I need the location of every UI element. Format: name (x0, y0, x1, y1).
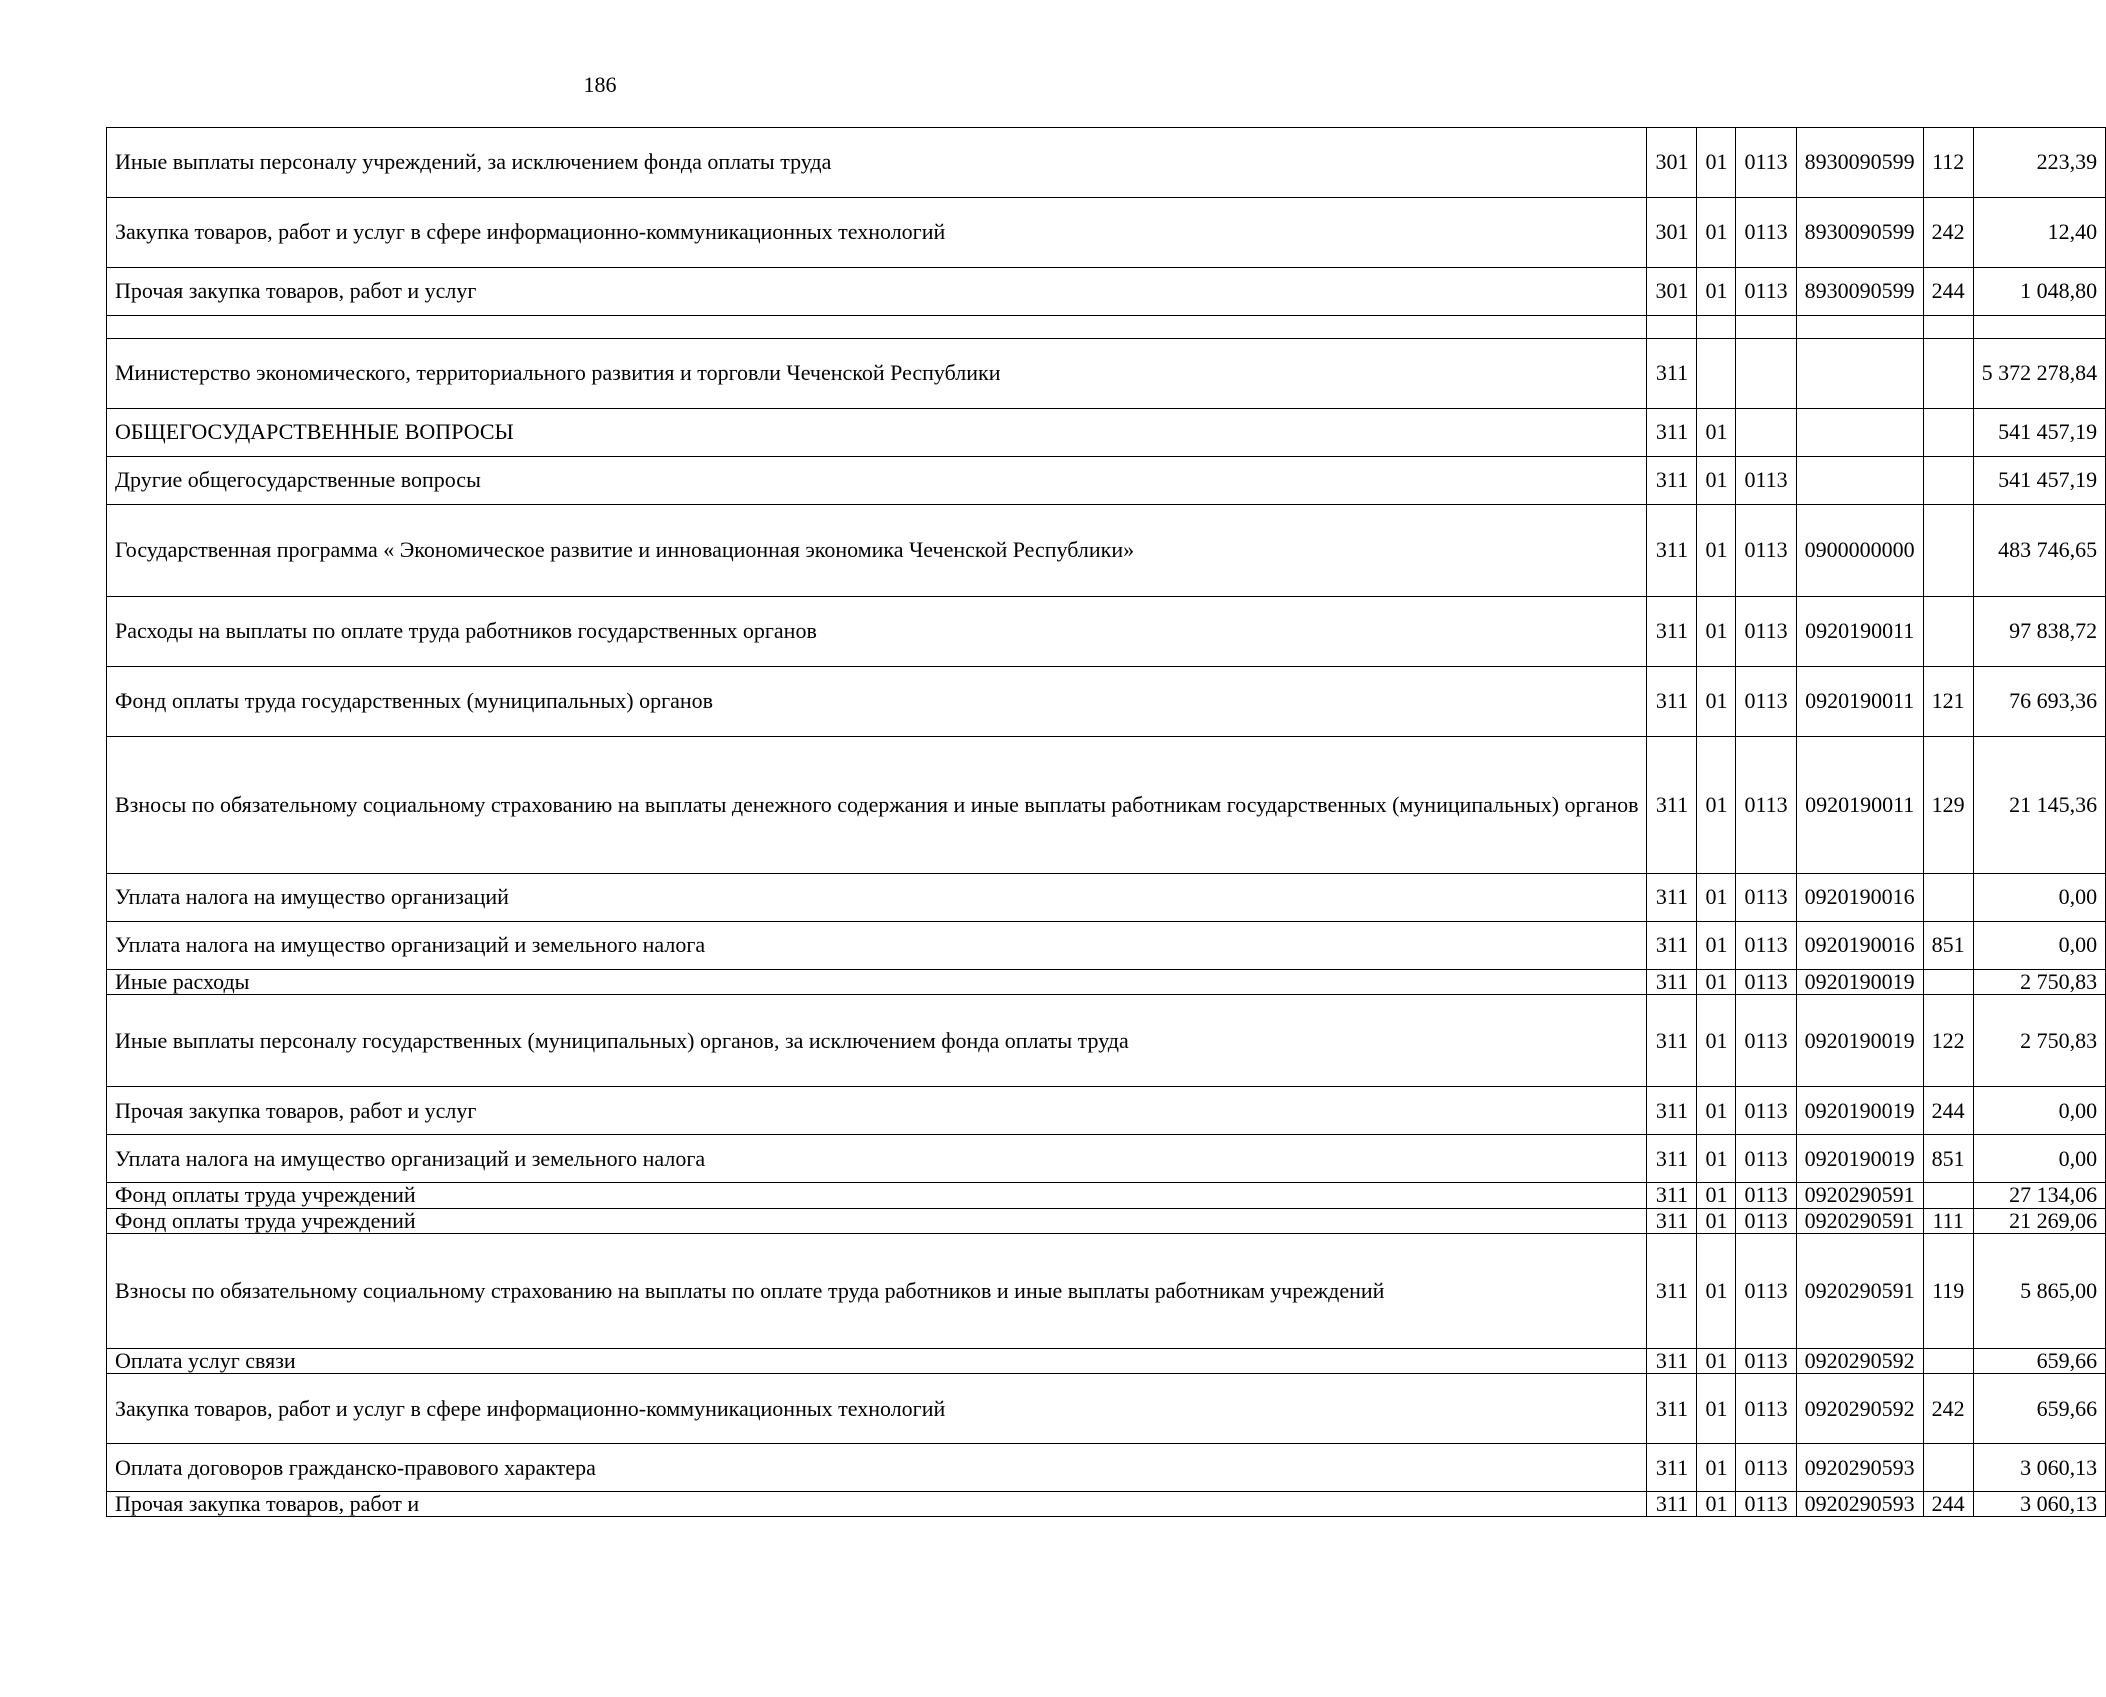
cell-name: Взносы по обязательному социальному страхованию на выплаты денежного содержания и иные выплаты работникам государственных (муниципальных) органов (107, 737, 1647, 874)
cell-pr: 0113 (1736, 198, 1796, 268)
cell-pr: 0113 (1736, 597, 1796, 667)
table-row (107, 1183, 2106, 1208)
cell-name: ОБЩЕГОСУДАРСТВЕННЫЕ ВОПРОСЫ (107, 409, 1647, 457)
cell-rz: 01 (1697, 995, 1736, 1087)
cell-rz: 01 (1697, 128, 1736, 198)
cell-pr: 0113 (1736, 874, 1796, 922)
budget-table (106, 127, 2106, 1517)
cell-pr (1736, 339, 1796, 409)
cell-vr (1923, 1183, 1973, 1208)
cell-csr: 0900000000 (1796, 505, 1923, 597)
cell-pr: 0113 (1736, 128, 1796, 198)
cell-csr: 0920190011 (1796, 737, 1923, 874)
cell-csr: 0920190011 (1796, 597, 1923, 667)
cell-name: Фонд оплаты труда учреждений (107, 1208, 1647, 1233)
budget-table-body (107, 128, 2106, 1517)
cell-sum: 5 865,00 (1973, 1233, 2106, 1348)
cell-rz: 01 (1697, 409, 1736, 457)
cell-csr: 0920190011 (1796, 667, 1923, 737)
cell-rz: 01 (1697, 268, 1736, 316)
cell-sum: 5 372 278,84 (1973, 339, 2106, 409)
cell-ved: 311 (1647, 1135, 1697, 1183)
cell-rz: 01 (1697, 922, 1736, 970)
cell-sum: 0,00 (1973, 922, 2106, 970)
cell-rz: 01 (1697, 1208, 1736, 1233)
cell-ved: 311 (1647, 922, 1697, 970)
cell-name: Министерство экономического, территориального развития и торговли Чеченской Республики (107, 339, 1647, 409)
cell-name: Иные выплаты персоналу учреждений, за исключением фонда оплаты труда (107, 128, 1647, 198)
cell-sum: 2 750,83 (1973, 970, 2106, 995)
cell-sum: 0,00 (1973, 1087, 2106, 1135)
table-row (107, 922, 2106, 970)
cell-name: Закупка товаров, работ и услуг в сфере информационно-коммуникационных технологий (107, 1374, 1647, 1444)
cell-vr: 119 (1923, 1233, 1973, 1348)
cell-name: Уплата налога на имущество организаций (107, 874, 1647, 922)
cell-pr: 0113 (1736, 1233, 1796, 1348)
cell-sum: 483 746,65 (1973, 505, 2106, 597)
empty-cell (1736, 316, 1796, 339)
cell-sum: 659,66 (1973, 1348, 2106, 1373)
cell-vr: 242 (1923, 198, 1973, 268)
table-row (107, 409, 2106, 457)
cell-sum: 3 060,13 (1973, 1492, 2106, 1517)
table-row (107, 1135, 2106, 1183)
table-row (107, 737, 2106, 874)
cell-vr: 129 (1923, 737, 1973, 874)
cell-ved: 311 (1647, 874, 1697, 922)
table-row (107, 1374, 2106, 1444)
cell-ved: 301 (1647, 198, 1697, 268)
table-row (107, 505, 2106, 597)
cell-sum: 0,00 (1973, 874, 2106, 922)
cell-pr: 0113 (1736, 995, 1796, 1087)
cell-vr (1923, 1348, 1973, 1373)
table-row (107, 1233, 2106, 1348)
cell-name: Закупка товаров, работ и услуг в сфере информационно-коммуникационных технологий (107, 198, 1647, 268)
cell-ved: 311 (1647, 1444, 1697, 1492)
cell-vr: 122 (1923, 995, 1973, 1087)
table-row (107, 1087, 2106, 1135)
cell-pr: 0113 (1736, 667, 1796, 737)
cell-pr: 0113 (1736, 1348, 1796, 1373)
cell-pr (1736, 409, 1796, 457)
empty-cell (1697, 316, 1736, 339)
cell-pr: 0113 (1736, 1135, 1796, 1183)
cell-ved: 311 (1647, 995, 1697, 1087)
cell-vr (1923, 1444, 1973, 1492)
cell-vr: 121 (1923, 667, 1973, 737)
cell-sum: 1 048,80 (1973, 268, 2106, 316)
cell-sum: 27 134,06 (1973, 1183, 2106, 1208)
cell-vr: 851 (1923, 1135, 1973, 1183)
cell-name: Фонд оплаты труда учреждений (107, 1183, 1647, 1208)
table-row (107, 970, 2106, 995)
cell-rz: 01 (1697, 970, 1736, 995)
cell-rz: 01 (1697, 1087, 1736, 1135)
cell-sum: 21 145,36 (1973, 737, 2106, 874)
cell-csr (1796, 457, 1923, 505)
cell-csr: 0920290591 (1796, 1233, 1923, 1348)
cell-rz: 01 (1697, 1444, 1736, 1492)
cell-rz: 01 (1697, 505, 1736, 597)
table-row (107, 597, 2106, 667)
cell-pr: 0113 (1736, 1183, 1796, 1208)
table-row (107, 268, 2106, 316)
cell-csr: 0920190016 (1796, 922, 1923, 970)
table-row (107, 1492, 2106, 1517)
cell-ved: 311 (1647, 970, 1697, 995)
cell-csr: 0920190019 (1796, 1087, 1923, 1135)
cell-rz: 01 (1697, 1233, 1736, 1348)
cell-name: Иные выплаты персоналу государственных (муниципальных) органов, за исключением фонда оплаты труда (107, 995, 1647, 1087)
cell-pr: 0113 (1736, 737, 1796, 874)
cell-rz: 01 (1697, 1183, 1736, 1208)
cell-vr (1923, 970, 1973, 995)
cell-vr (1923, 597, 1973, 667)
cell-name: Уплата налога на имущество организаций и земельного налога (107, 1135, 1647, 1183)
cell-sum: 3 060,13 (1973, 1444, 2106, 1492)
cell-name: Прочая закупка товаров, работ и услуг (107, 1087, 1647, 1135)
cell-name: Оплата договоров гражданско-правового характера (107, 1444, 1647, 1492)
cell-sum: 223,39 (1973, 128, 2106, 198)
cell-sum: 659,66 (1973, 1374, 2106, 1444)
cell-vr: 244 (1923, 268, 1973, 316)
table-row (107, 1444, 2106, 1492)
empty-cell (1647, 316, 1697, 339)
cell-ved: 311 (1647, 1348, 1697, 1373)
cell-rz: 01 (1697, 737, 1736, 874)
cell-ved: 311 (1647, 737, 1697, 874)
page-number: 186 (583, 72, 617, 97)
cell-rz: 01 (1697, 597, 1736, 667)
cell-csr: 0920190019 (1796, 970, 1923, 995)
cell-sum: 541 457,19 (1973, 409, 2106, 457)
cell-rz: 01 (1697, 1492, 1736, 1517)
cell-csr: 0920290591 (1796, 1208, 1923, 1233)
cell-sum: 21 269,06 (1973, 1208, 2106, 1233)
cell-ved: 311 (1647, 505, 1697, 597)
cell-name: Фонд оплаты труда государственных (муниципальных) органов (107, 667, 1647, 737)
cell-sum: 0,00 (1973, 1135, 2106, 1183)
cell-rz: 01 (1697, 457, 1736, 505)
cell-csr: 0920290592 (1796, 1374, 1923, 1444)
cell-ved: 311 (1647, 1183, 1697, 1208)
cell-csr: 0920190019 (1796, 995, 1923, 1087)
cell-ved: 311 (1647, 1374, 1697, 1444)
table-row (107, 1208, 2106, 1233)
cell-name: Прочая закупка товаров, работ и услуг (107, 268, 1647, 316)
cell-pr: 0113 (1736, 922, 1796, 970)
cell-name: Уплата налога на имущество организаций и земельного налога (107, 922, 1647, 970)
spacer-row (107, 316, 2106, 339)
cell-sum: 97 838,72 (1973, 597, 2106, 667)
cell-csr: 0920190016 (1796, 874, 1923, 922)
empty-cell (1973, 316, 2106, 339)
cell-pr: 0113 (1736, 970, 1796, 995)
cell-vr (1923, 874, 1973, 922)
cell-pr: 0113 (1736, 268, 1796, 316)
cell-vr: 111 (1923, 1208, 1973, 1233)
cell-ved: 311 (1647, 597, 1697, 667)
cell-csr: 0920290593 (1796, 1444, 1923, 1492)
table-row (107, 874, 2106, 922)
cell-csr (1796, 409, 1923, 457)
cell-name: Прочая закупка товаров, работ и (107, 1492, 1647, 1517)
table-row (107, 339, 2106, 409)
cell-ved: 311 (1647, 1492, 1697, 1517)
cell-vr (1923, 409, 1973, 457)
cell-ved: 311 (1647, 457, 1697, 505)
empty-cell (1923, 316, 1973, 339)
table-row (107, 128, 2106, 198)
cell-vr (1923, 505, 1973, 597)
cell-csr: 8930090599 (1796, 128, 1923, 198)
table-row (107, 198, 2106, 268)
table-row (107, 457, 2106, 505)
cell-rz: 01 (1697, 1135, 1736, 1183)
cell-pr: 0113 (1736, 1492, 1796, 1517)
cell-vr: 244 (1923, 1087, 1973, 1135)
cell-name: Иные расходы (107, 970, 1647, 995)
cell-ved: 311 (1647, 339, 1697, 409)
cell-vr (1923, 457, 1973, 505)
cell-pr: 0113 (1736, 1208, 1796, 1233)
cell-rz: 01 (1697, 667, 1736, 737)
table-row (107, 995, 2106, 1087)
cell-vr: 851 (1923, 922, 1973, 970)
cell-rz: 01 (1697, 198, 1736, 268)
cell-name: Государственная программа « Экономическое развитие и инновационная экономика Чеченской Республики» (107, 505, 1647, 597)
cell-sum: 2 750,83 (1973, 995, 2106, 1087)
cell-ved: 311 (1647, 1208, 1697, 1233)
cell-sum: 541 457,19 (1973, 457, 2106, 505)
cell-name: Взносы по обязательному социальному страхованию на выплаты по оплате труда работников и иные выплаты работникам учреждений (107, 1233, 1647, 1348)
cell-pr: 0113 (1736, 1444, 1796, 1492)
cell-rz: 01 (1697, 1374, 1736, 1444)
cell-ved: 301 (1647, 128, 1697, 198)
cell-pr: 0113 (1736, 457, 1796, 505)
cell-csr: 0920290592 (1796, 1348, 1923, 1373)
cell-name: Оплата услуг связи (107, 1348, 1647, 1373)
empty-cell (1796, 316, 1923, 339)
cell-rz: 01 (1697, 874, 1736, 922)
cell-sum: 76 693,36 (1973, 667, 2106, 737)
table-row (107, 667, 2106, 737)
cell-name: Расходы на выплаты по оплате труда работников государственных органов (107, 597, 1647, 667)
cell-pr: 0113 (1736, 1374, 1796, 1444)
cell-csr (1796, 339, 1923, 409)
cell-ved: 311 (1647, 1233, 1697, 1348)
cell-rz: 01 (1697, 1348, 1736, 1373)
cell-csr: 0920290591 (1796, 1183, 1923, 1208)
cell-sum: 12,40 (1973, 198, 2106, 268)
cell-ved: 301 (1647, 268, 1697, 316)
cell-vr: 242 (1923, 1374, 1973, 1444)
cell-csr: 0920190019 (1796, 1135, 1923, 1183)
cell-csr: 8930090599 (1796, 198, 1923, 268)
cell-ved: 311 (1647, 409, 1697, 457)
cell-vr: 244 (1923, 1492, 1973, 1517)
cell-csr: 0920290593 (1796, 1492, 1923, 1517)
cell-ved: 311 (1647, 667, 1697, 737)
cell-pr: 0113 (1736, 1087, 1796, 1135)
cell-csr: 8930090599 (1796, 268, 1923, 316)
table-row (107, 1348, 2106, 1373)
cell-name: Другие общегосударственные вопросы (107, 457, 1647, 505)
cell-rz (1697, 339, 1736, 409)
cell-pr: 0113 (1736, 505, 1796, 597)
cell-vr: 112 (1923, 128, 1973, 198)
cell-vr (1923, 339, 1973, 409)
cell-ved: 311 (1647, 1087, 1697, 1135)
empty-cell (107, 316, 1647, 339)
